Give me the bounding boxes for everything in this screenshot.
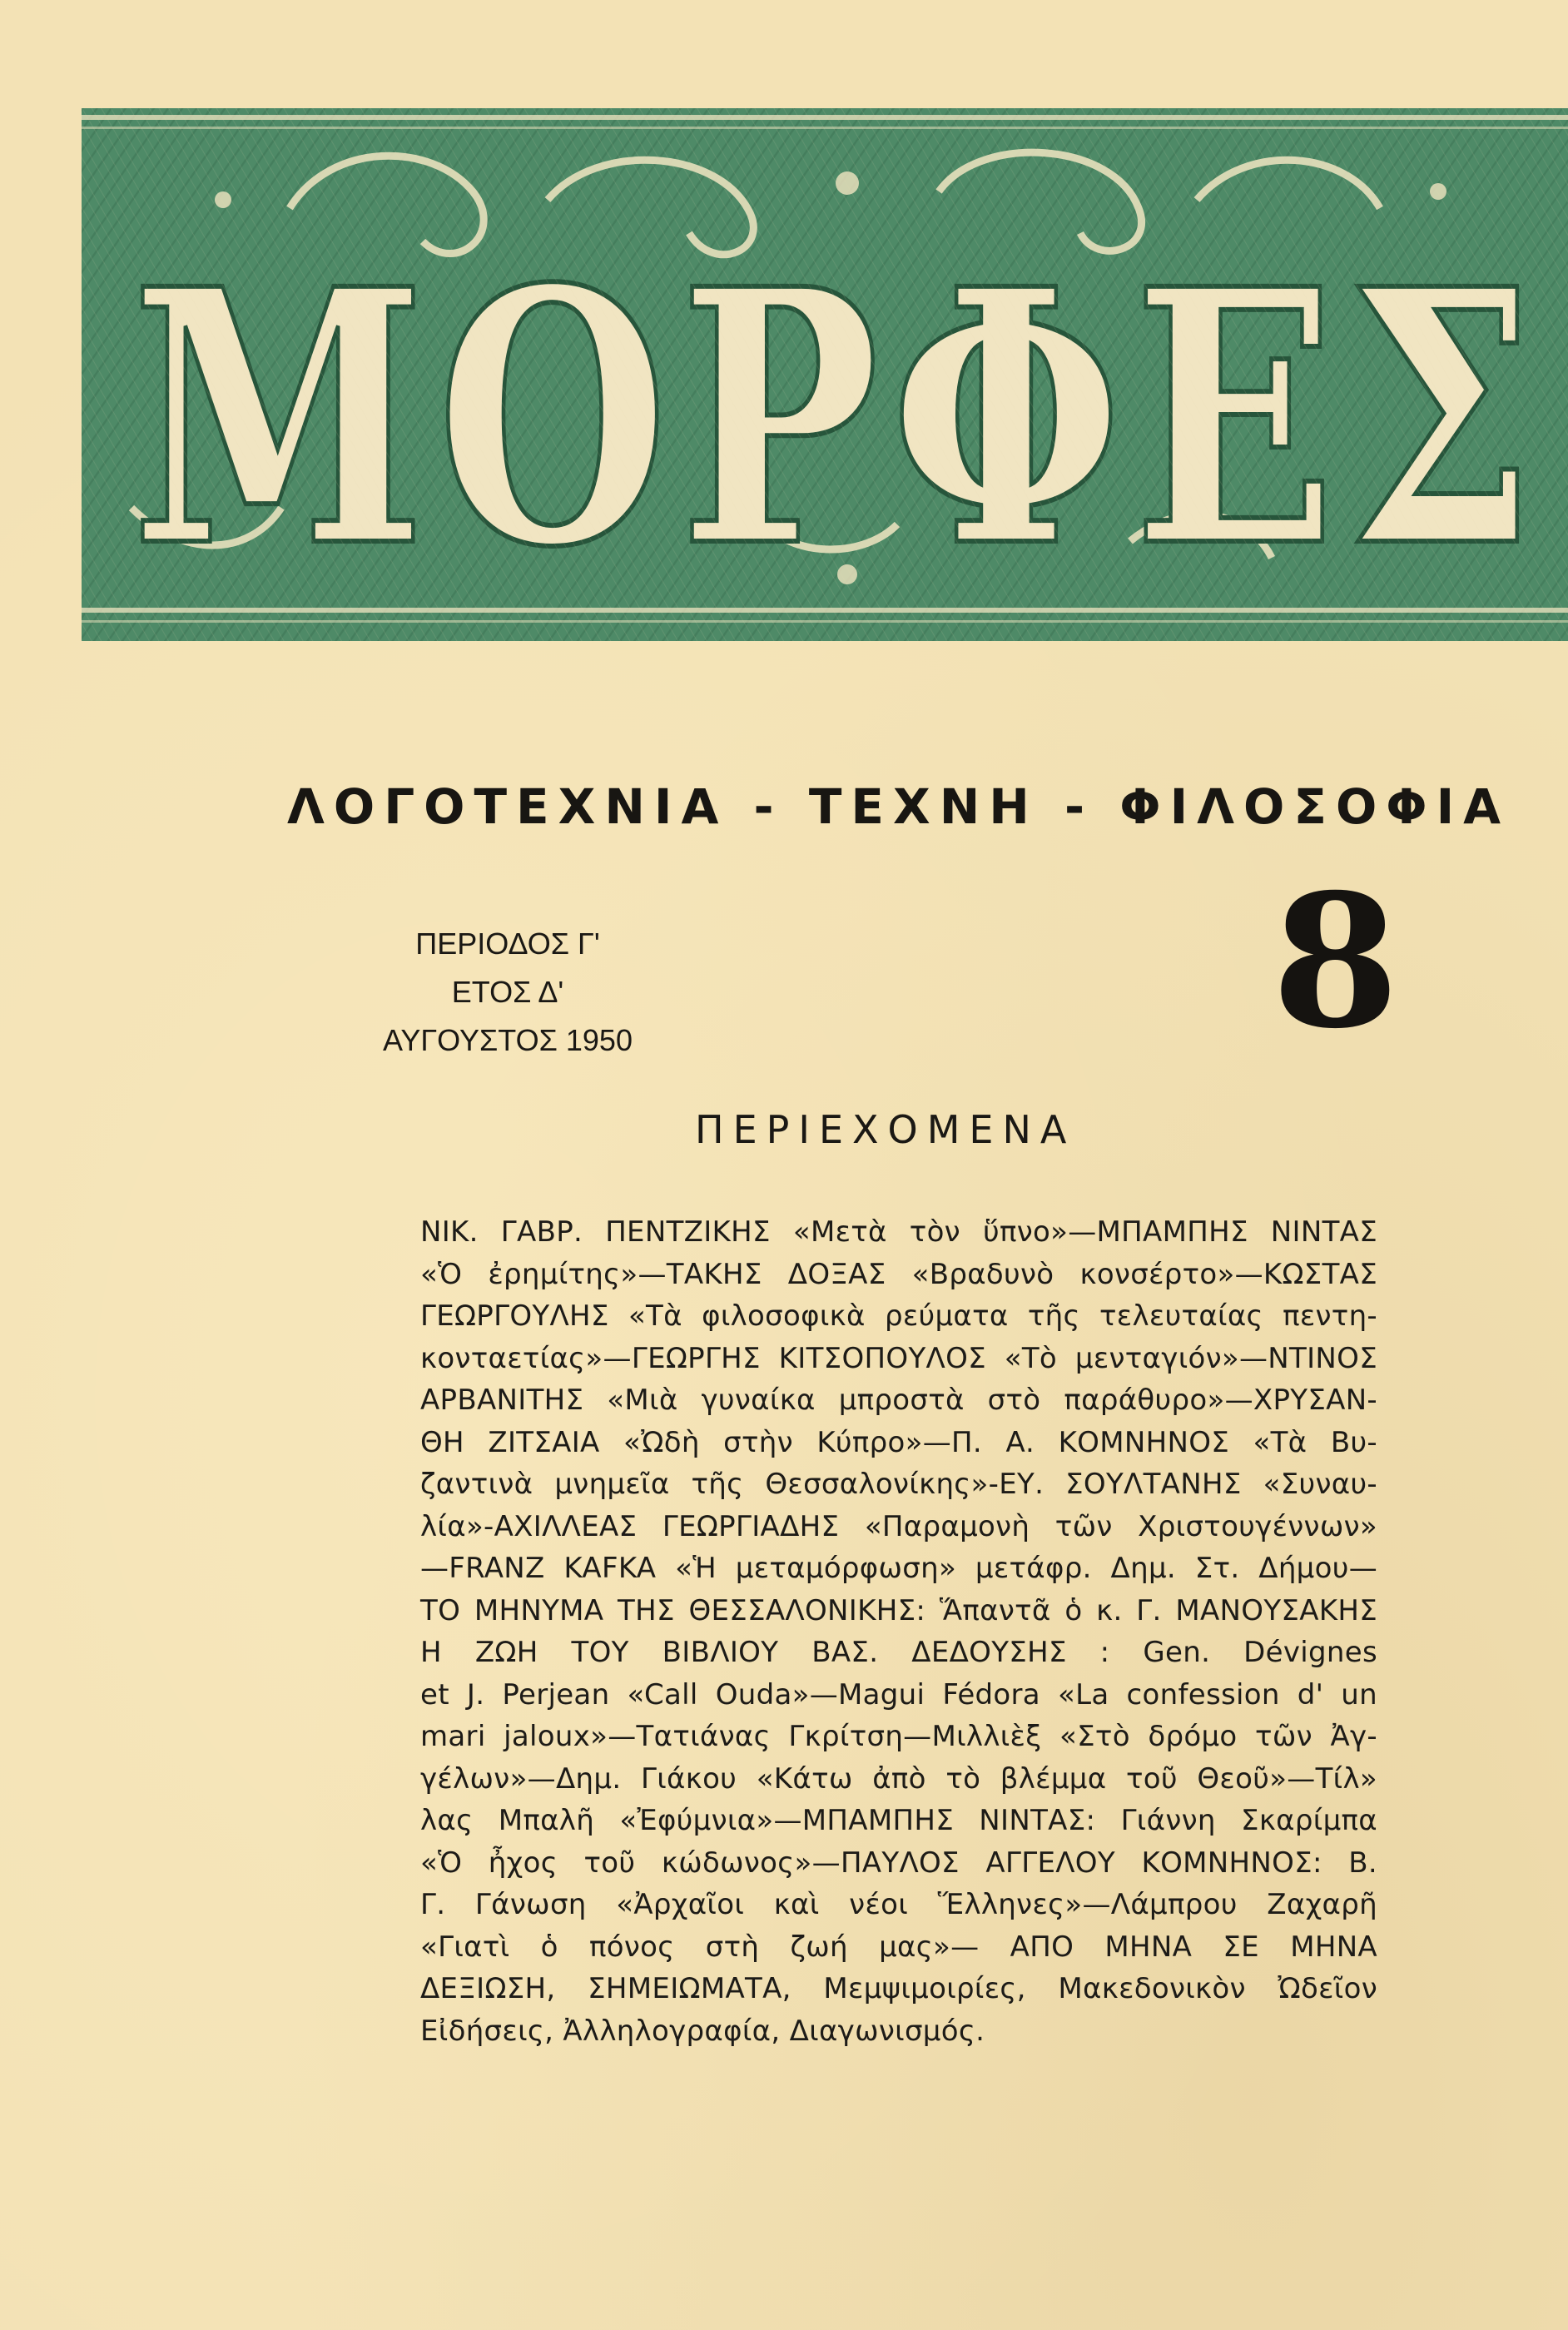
- masthead-banner: [82, 108, 1568, 641]
- contents-line: γέλων»—Δημ. Γιάκου «Κάτω ἀπὸ τὸ βλέμμα τοῦ Θεοῦ»—Τίλ»: [420, 1761, 1377, 1796]
- contents-line: «Γιατὶ ὁ πόνος στὴ ζωή μας»— ΑΠΟ ΜΗΝΑ ΣΕ ΜΗΝΑ: [420, 1930, 1377, 1964]
- contents-line: κονταετίας»—ΓΕΩΡΓΗΣ ΚΙΤΣΟΠΟΥΛΟΣ «Τὸ μενταγιόν»—ΝΤΙΝΟΣ: [420, 1341, 1377, 1375]
- contents-line: «Ὁ ἐρημίτης»—ΤΑΚΗΣ ΔΟΞΑΣ «Βραδυνὸ κονσέρτο»—ΚΩΣΤΑΣ: [420, 1257, 1377, 1291]
- masthead-title: ΜΟΡΦΕΣ: [131, 214, 1546, 624]
- contents-line: ΘΗ ΖΙΤΣΑΙΑ «Ὠδὴ στὴν Κύπρο»—Π. Α. ΚΟΜΝΗΝΟΣ «Τὰ Βυ-: [420, 1425, 1377, 1459]
- contents-line: Εἰδήσεις, Ἀλληλογραφία, Διαγωνισμός.: [420, 2014, 985, 2048]
- contents-line: mari jaloux»—Τατιάνας Γκρίτση—Μιλλιὲξ «Στὸ δρόμο τῶν Ἀγ-: [420, 1720, 1377, 1753]
- issue-date: ΑΥΓΟΥΣΤΟΣ 1950: [383, 1023, 633, 1057]
- contents-line: λας Μπαλῆ «Ἐφύμνια»—ΜΠΑΜΠΗΣ ΝΙΝΤΑΣ: Γιάννη Σκαρίμπα: [420, 1804, 1377, 1837]
- issue-number: 8: [1272, 853, 1400, 1069]
- contents-line: ΓΕΩΡΓΟΥΛΗΣ «Τὰ φιλοσοφικὰ ρεύματα τῆς τελευταίας πεντη-: [420, 1299, 1377, 1333]
- issue-period: ΠΕΡΙΟΔΟΣ Γ': [415, 927, 600, 961]
- contents-line: —FRANZ KAFKA «Ἡ μεταμόρφωση» μετάφρ. Δημ. Στ. Δήμου—: [420, 1552, 1377, 1585]
- contents-line: ΝΙΚ. ΓΑΒΡ. ΠΕΝΤΖΙΚΗΣ «Μετὰ τὸν ὕπνο»—ΜΠΑΜΠΗΣ ΝΙΝΤΑΣ: [420, 1215, 1377, 1249]
- contents-line: ΔΕΞΙΩΣΗ, ΣΗΜΕΙΩΜΑΤΑ, Μεμψιμοιρίες, Μακεδονικὸν Ὠδεῖον: [420, 1972, 1377, 2005]
- contents-line: ζαντινὰ μνημεῖα τῆς Θεσσαλονίκης»-ΕΥ. ΣΟΥΛΤΑΝΗΣ «Συναυ-: [420, 1468, 1377, 1501]
- contents-line: Γ. Γάνωση «Ἀρχαῖοι καὶ νέοι Ἕλληνες»—Λάμπρου Ζαχαρῆ: [420, 1888, 1377, 1921]
- contents-line: «Ὁ ἦχος τοῦ κώδωνος»—ΠΑΥΛΟΣ ΑΓΓΕΛΟΥ ΚΟΜΝΗΝΟΣ: Β.: [420, 1846, 1377, 1880]
- contents-line: λία»-ΑΧΙΛΛΕΑΣ ΓΕΩΡΓΙΑΔΗΣ «Παραμονὴ τῶν Χριστουγέννων»: [420, 1509, 1377, 1543]
- contents-line: et J. Perjean «Call Ouda»—Magui Fédora «La confession d' un: [420, 1677, 1377, 1711]
- contents-line: ΤΟ ΜΗΝΥΜΑ ΤΗΣ ΘΕΣΣΑΛΟΝΙΚΗΣ: Ἅπαντᾶ ὁ κ. Γ. ΜΑΝΟΥΣΑΚΗΣ: [420, 1593, 1377, 1627]
- magazine-subtitle: ΛΟΓΟΤΕΧΝΙΑ - ΤΕΧΝΗ - ΦΙΛΟΣΟΦΙΑ: [287, 778, 1511, 835]
- issue-meta: [333, 920, 682, 1065]
- contents-heading: ΠΕΡΙΕΧΟΜΕΝΑ: [695, 1107, 1076, 1152]
- contents-line: Η ΖΩΗ ΤΟΥ ΒΙΒΛΙΟΥ ΒΑΣ. ΔΕΔΟΥΣΗΣ : Gen. Dévignes: [420, 1636, 1377, 1669]
- contents-list: [420, 1211, 1377, 2052]
- issue-year: ΕΤΟΣ Δ': [451, 975, 564, 1009]
- contents-line: ΑΡΒΑΝΙΤΗΣ «Μιὰ γυναίκα μπροστὰ στὸ παράθυρο»—ΧΡΥΣΑΝ-: [420, 1384, 1377, 1417]
